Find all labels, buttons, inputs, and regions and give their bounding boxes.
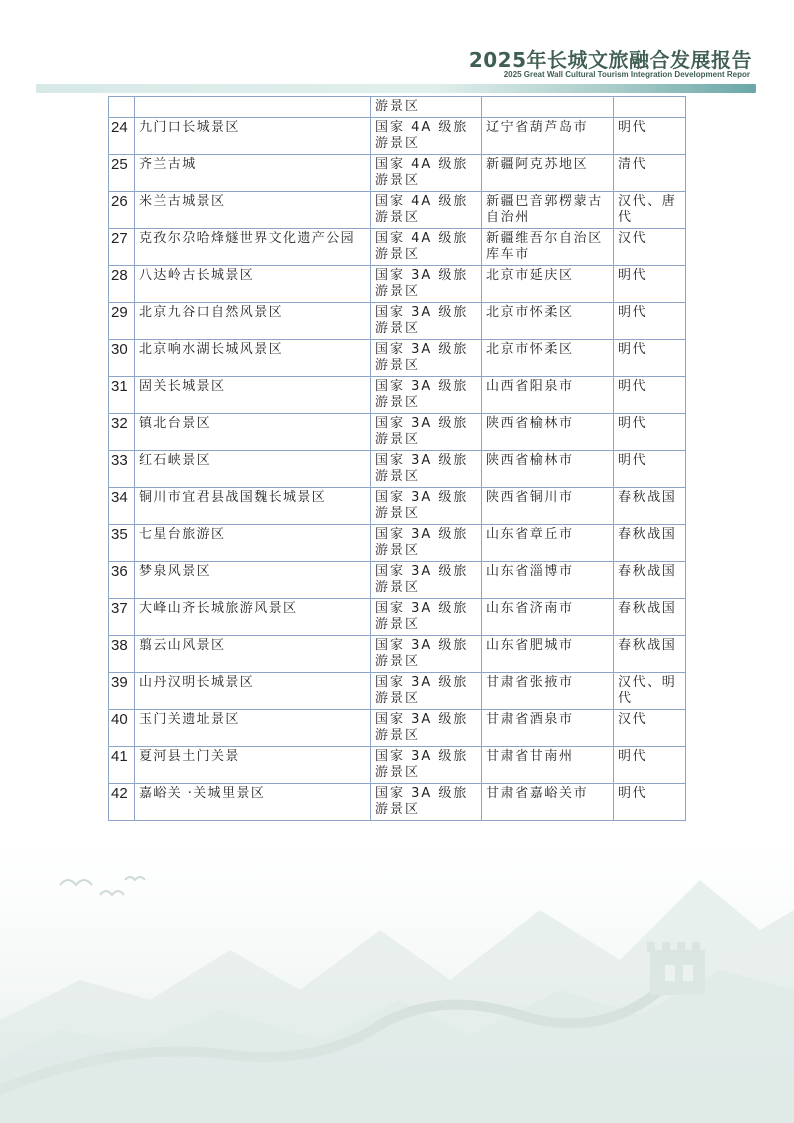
- dynasty-cell: 汉代: [614, 229, 686, 266]
- table-row: [109, 155, 686, 192]
- row-number-cell: 36: [109, 562, 135, 599]
- scenic-area-name-cell: [135, 97, 371, 118]
- region-cell: 新疆阿克苏地区: [482, 155, 614, 192]
- region-cell: 山西省阳泉市: [482, 377, 614, 414]
- dynasty-cell: 明代: [614, 414, 686, 451]
- scenic-area-name-cell: 红石峡景区: [135, 451, 371, 488]
- scenic-area-name-cell: 梦泉风景区: [135, 562, 371, 599]
- region-cell: 山东省章丘市: [482, 525, 614, 562]
- scenic-area-name-cell: 夏河县土门关景: [135, 747, 371, 784]
- region-cell: 辽宁省葫芦岛市: [482, 118, 614, 155]
- scenic-area-name-cell: 镇北台景区: [135, 414, 371, 451]
- region-cell: 山东省肥城市: [482, 636, 614, 673]
- row-number-cell: 41: [109, 747, 135, 784]
- row-number-cell: 42: [109, 784, 135, 821]
- dynasty-cell: 春秋战国: [614, 525, 686, 562]
- dynasty-cell: 清代: [614, 155, 686, 192]
- table-body: [109, 97, 686, 821]
- dynasty-cell: 明代: [614, 377, 686, 414]
- row-number-cell: 30: [109, 340, 135, 377]
- tourism-level-cell: 国家 3A 级旅 游景区: [371, 784, 482, 821]
- table-row: [109, 599, 686, 636]
- scenic-area-name-cell: 北京响水湖长城风景区: [135, 340, 371, 377]
- region-cell: 甘肃省酒泉市: [482, 710, 614, 747]
- tourism-level-cell: 国家 3A 级旅 游景区: [371, 562, 482, 599]
- scenic-area-name-cell: 米兰古城景区: [135, 192, 371, 229]
- scenic-area-name-cell: 大峰山齐长城旅游风景区: [135, 599, 371, 636]
- header-decorative-bar: [36, 84, 756, 93]
- tourism-level-cell: 国家 3A 级旅 游景区: [371, 488, 482, 525]
- region-cell: 甘肃省嘉峪关市: [482, 784, 614, 821]
- tourism-level-cell: 国家 3A 级旅 游景区: [371, 303, 482, 340]
- scenic-area-name-cell: 北京九谷口自然风景区: [135, 303, 371, 340]
- dynasty-cell: [614, 97, 686, 118]
- dynasty-cell: 明代: [614, 784, 686, 821]
- tourism-level-cell: 国家 3A 级旅 游景区: [371, 451, 482, 488]
- scenic-area-name-cell: 八达岭古长城景区: [135, 266, 371, 303]
- row-number-cell: 29: [109, 303, 135, 340]
- tourism-level-cell: 国家 4A 级旅 游景区: [371, 155, 482, 192]
- dynasty-cell: 春秋战国: [614, 636, 686, 673]
- tourism-level-cell: 国家 3A 级旅 游景区: [371, 636, 482, 673]
- tourism-level-cell: 国家 4A 级旅 游景区: [371, 192, 482, 229]
- report-header-title: 2025年长城文旅融合发展报告: [468, 48, 752, 72]
- table-row: [109, 562, 686, 599]
- region-cell: 甘肃省张掖市: [482, 673, 614, 710]
- great-wall-landscape-illustration: [0, 840, 794, 1123]
- region-cell: 陕西省榆林市: [482, 414, 614, 451]
- table-row: [109, 377, 686, 414]
- region-cell: 北京市怀柔区: [482, 303, 614, 340]
- dynasty-cell: 春秋战国: [614, 562, 686, 599]
- table-row: [109, 451, 686, 488]
- region-cell: 陕西省铜川市: [482, 488, 614, 525]
- scenic-area-name-cell: 固关长城景区: [135, 377, 371, 414]
- dynasty-cell: 明代: [614, 303, 686, 340]
- region-cell: 陕西省榆林市: [482, 451, 614, 488]
- scenic-area-name-cell: 克孜尔尕哈烽燧世界文化遗产公园: [135, 229, 371, 266]
- tourism-level-cell: 国家 3A 级旅 游景区: [371, 266, 482, 303]
- row-number-cell: 33: [109, 451, 135, 488]
- table-row: [109, 340, 686, 377]
- row-number-cell: 24: [109, 118, 135, 155]
- dynasty-cell: 明代: [614, 340, 686, 377]
- table-row: [109, 747, 686, 784]
- scenic-area-name-cell: 翦云山风景区: [135, 636, 371, 673]
- scenic-area-name-cell: 九门口长城景区: [135, 118, 371, 155]
- dynasty-cell: 汉代、明代: [614, 673, 686, 710]
- table-row: [109, 266, 686, 303]
- table-row: [109, 488, 686, 525]
- tourism-level-cell: 国家 3A 级旅 游景区: [371, 414, 482, 451]
- region-cell: 山东省济南市: [482, 599, 614, 636]
- table-row: [109, 414, 686, 451]
- scenic-area-name-cell: 山丹汉明长城景区: [135, 673, 371, 710]
- table-row: [109, 229, 686, 266]
- region-cell: 北京市延庆区: [482, 266, 614, 303]
- scenic-area-name-cell: 铜川市宜君县战国魏长城景区: [135, 488, 371, 525]
- tourism-level-cell: 游景区: [371, 97, 482, 118]
- region-cell: 新疆维吾尔自治区库车市: [482, 229, 614, 266]
- scenic-area-name-cell: 七星台旅游区: [135, 525, 371, 562]
- row-number-cell: 40: [109, 710, 135, 747]
- tourism-level-cell: 国家 3A 级旅 游景区: [371, 673, 482, 710]
- row-number-cell: 25: [109, 155, 135, 192]
- dynasty-cell: 明代: [614, 118, 686, 155]
- dynasty-cell: 明代: [614, 747, 686, 784]
- region-cell: 山东省淄博市: [482, 562, 614, 599]
- region-cell: [482, 97, 614, 118]
- dynasty-cell: 春秋战国: [614, 488, 686, 525]
- tourism-level-cell: 国家 3A 级旅 游景区: [371, 599, 482, 636]
- row-number-cell: 34: [109, 488, 135, 525]
- report-header-subtitle: 2025 Great Wall Cultural Tourism Integration Development Repor: [503, 70, 750, 79]
- table-row: [109, 118, 686, 155]
- dynasty-cell: 春秋战国: [614, 599, 686, 636]
- row-number-cell: 32: [109, 414, 135, 451]
- row-number-cell: 38: [109, 636, 135, 673]
- tourism-level-cell: 国家 4A 级旅 游景区: [371, 229, 482, 266]
- table-row: [109, 303, 686, 340]
- row-number-cell: 35: [109, 525, 135, 562]
- dynasty-cell: 明代: [614, 451, 686, 488]
- row-number-cell: 27: [109, 229, 135, 266]
- row-number-cell: 26: [109, 192, 135, 229]
- table-row: [109, 710, 686, 747]
- scenic-area-name-cell: 齐兰古城: [135, 155, 371, 192]
- tourism-level-cell: 国家 4A 级旅 游景区: [371, 118, 482, 155]
- row-number-cell: [109, 97, 135, 118]
- table-row: [109, 784, 686, 821]
- row-number-cell: 31: [109, 377, 135, 414]
- dynasty-cell: 汉代、唐代: [614, 192, 686, 229]
- dynasty-cell: 汉代: [614, 710, 686, 747]
- region-cell: 北京市怀柔区: [482, 340, 614, 377]
- table-row: [109, 636, 686, 673]
- tourism-level-cell: 国家 3A 级旅 游景区: [371, 525, 482, 562]
- table-row: [109, 97, 686, 118]
- dynasty-cell: 明代: [614, 266, 686, 303]
- row-number-cell: 39: [109, 673, 135, 710]
- tourism-level-cell: 国家 3A 级旅 游景区: [371, 747, 482, 784]
- scenic-area-name-cell: 玉门关遗址景区: [135, 710, 371, 747]
- table-row: [109, 673, 686, 710]
- region-cell: 甘肃省甘南州: [482, 747, 614, 784]
- scenic-area-name-cell: 嘉峪关 ·关城里景区: [135, 784, 371, 821]
- row-number-cell: 28: [109, 266, 135, 303]
- row-number-cell: 37: [109, 599, 135, 636]
- scenic-area-table: [108, 96, 686, 821]
- tourism-level-cell: 国家 3A 级旅 游景区: [371, 377, 482, 414]
- tourism-level-cell: 国家 3A 级旅 游景区: [371, 710, 482, 747]
- table-row: [109, 525, 686, 562]
- table-row: [109, 192, 686, 229]
- tourism-level-cell: 国家 3A 级旅 游景区: [371, 340, 482, 377]
- region-cell: 新疆巴音郭楞蒙古自治州: [482, 192, 614, 229]
